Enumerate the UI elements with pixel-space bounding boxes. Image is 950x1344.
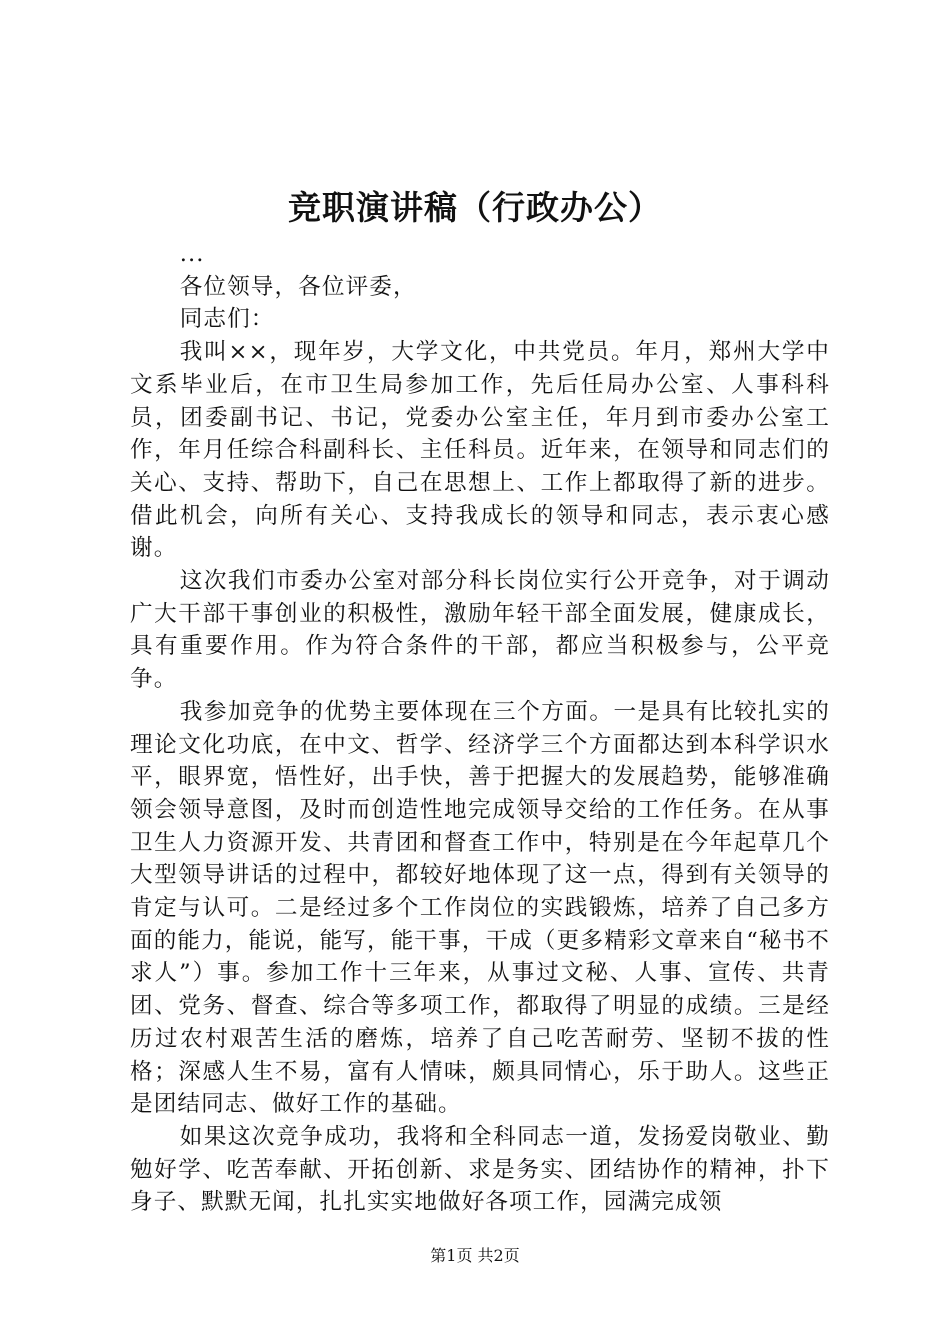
paragraph-competition: 这次我们市委办公室对部分科长岗位实行公开竞争，对于调动广大干部干事创业的积极性，激励年轻干部全面发展，健康成长，具有重要作用。作为符合条件的干部，都应当积极参与，公平竞争。 [130,568,830,693]
document-body [130,238,830,1219]
paragraph-commitment: 如果这次竞争成功，我将和全科同志一道，发扬爱岗敬业、勤勉好学、吃苦奉献、开拓创新、求是务实、团结协作的精神，扑下身子、默默无闻，扎扎实实地做好各项工作，园满完成领 [130,1123,830,1216]
paragraph-advantages: 我参加竞争的优势主要体现在三个方面。一是具有比较扎实的理论文化功底，在中文、哲学、经济学三个方面都达到本科学识水平，眼界宽，悟性好，出手快，善于把握大的发展趋势，能够准确领会领导意图，及时而创造性地完成领导交给的工作任务。在从事卫生人力资源开发、共青团和督查工作中，特别是在今年起草几个大型领导讲话的过程中，都较好地体现了这一点，得到有关领导的肯定与认可。二是经过多个工作岗位的实践锻炼，培养了自己多方面的能力，能说，能写，能干事，干成（更多精彩文章来自“秘书不求人”）事。参加工作十三年来，从事过文秘、人事、宣传、共青团、党务、督查、综合等多项工作，都取得了明显的成绩。三是经历过农村艰苦生活的磨炼，培养了自己吃苦耐劳、坚韧不拔的性格；深感人生不易，富有人情味，颇具同情心，乐于助人。这些正是团结同志、做好工作的基础。 [130,698,830,1118]
paragraph-ellipsis: ... [179,241,205,267]
paragraph-salutation-1: 各位领导，各位评委， [179,273,417,300]
page-footer: 第1页 共2页 [430,1246,520,1265]
document-title: 竞职演讲稿（行政办公） [288,188,662,227]
paragraph-salutation-2: 同志们： [179,306,275,333]
paragraph-self-intro: 我叫××，现年岁，大学文化，中共党员。年月，郑州大学中文系毕业后，在市卫生局参加工作，先后任局办公室、人事科科员，团委副书记、书记，党委办公室主任，年月到市委办公室工作，年月任综合科副科长、主任科员。近年来，在领导和同志们的关心、支持、帮助下，自己在思想上、工作上都取得了新的进步。借此机会，向所有关心、支持我成长的领导和同志，表示衷心感谢。 [130,339,830,562]
